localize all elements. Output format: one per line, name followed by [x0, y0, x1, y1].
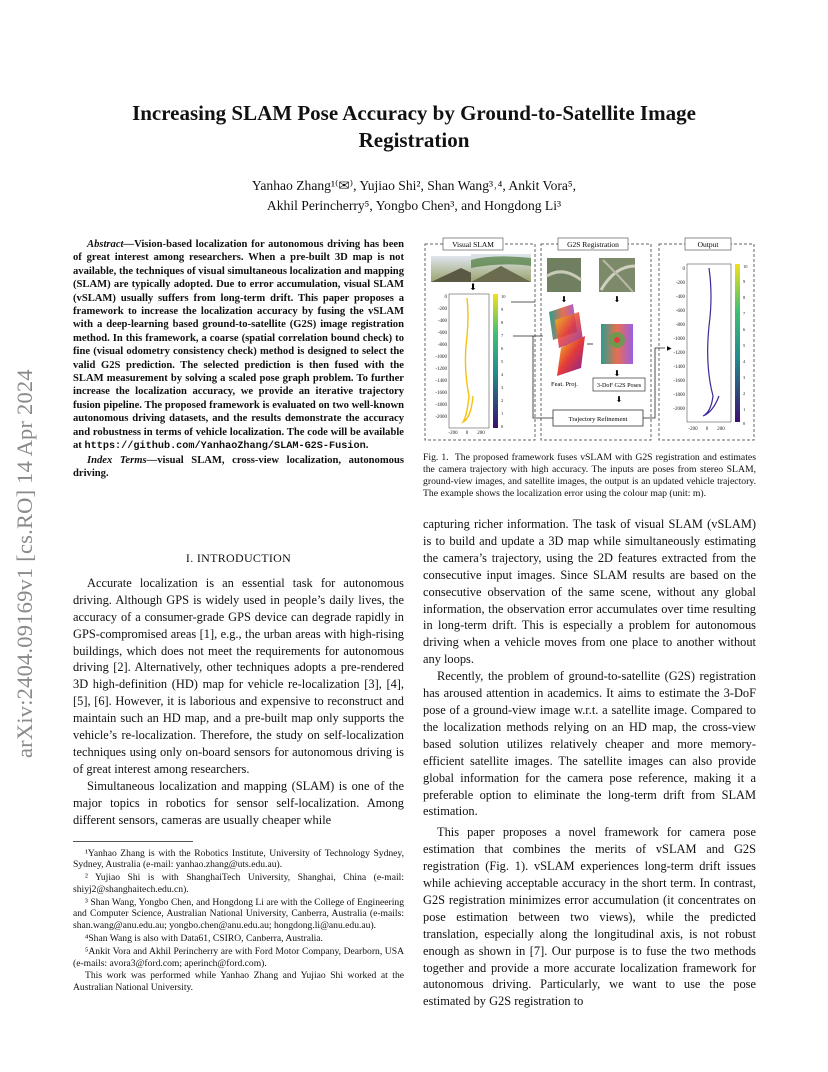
paper-title: Increasing SLAM Pose Accuracy by Ground-to-Satellite Image Registration — [132, 101, 696, 152]
cb-tick: 9 — [743, 279, 746, 284]
y-tick: -1200 — [435, 367, 447, 372]
cb-tick: 3 — [501, 385, 504, 390]
cb-tick: 9 — [501, 307, 504, 312]
y-tick: -600 — [437, 331, 447, 336]
footnote: ³ Shan Wang, Yongbo Chen, and Hongdong Li are with the College of Engineering and Computer Science, Australian National University, Canberra, Australia (e-mails: shan.wang@anu.edu.au; yongbo.chen@anu.edu.au; hongdong.li@anu.edu.au). — [73, 896, 404, 932]
y-tick: -800 — [675, 323, 685, 328]
y-tick: -1800 — [435, 403, 447, 408]
author-line-2: Akhil Perincherry⁵, Yongbo Chen³, and Hongdong Li³ — [266, 198, 562, 213]
caption-text: The proposed framework fuses vSLAM with G2S registration and estimates the camera trajectory with high accuracy. The inputs are poses from stereo SLAM, ground-view images, and satellite images, the output is an updated vehicle trajectory. The example shows the localization error using the colour map (unit: m). — [423, 452, 756, 499]
footnote: ⁴Shan Wang is also with Data61, CSIRO, Canberra, Australia. — [85, 933, 323, 945]
footnote-rule — [73, 841, 193, 842]
y-tick: -800 — [437, 343, 447, 348]
y-tick: -600 — [675, 309, 685, 314]
cb-tick: 6 — [743, 327, 746, 332]
y-tick: -200 — [437, 307, 447, 312]
trajectory-refinement-label: Trajectory Refinement — [568, 416, 628, 423]
svg-text:⬇: ⬇ — [613, 369, 621, 378]
arrow-icon: ⬇ — [469, 282, 477, 292]
output-trajectory — [703, 268, 719, 416]
y-tick: -200 — [675, 281, 685, 286]
caption-label: Fig. 1. — [423, 452, 449, 463]
vslam-plot-frame — [449, 294, 489, 428]
framework-diagram — [423, 236, 756, 446]
footnote: ¹Yanhao Zhang is with the Robotics Institute, University of Technology Sydney, Sydney, Australia (e-mail: yanhao.zhang@uts.edu.au). — [73, 847, 404, 871]
y-tick: 0 — [444, 295, 447, 300]
y-tick: -1400 — [435, 379, 447, 384]
introduction-block — [73, 540, 404, 995]
abstract-period: . — [365, 440, 369, 452]
index-terms: visual SLAM, cross-view localization, autonomous driving. — [73, 454, 404, 479]
output-panel-title: Output — [697, 240, 719, 249]
cb-tick: 7 — [501, 333, 504, 338]
colorbar-left — [493, 294, 498, 428]
cb-tick: 4 — [501, 372, 504, 377]
cb-tick: 1 — [743, 407, 746, 412]
author-line-1: Yanhao Zhang¹⁽✉⁾, Yujiao Shi², Shan Wang³˒⁴, Ankit Vora⁵, — [251, 178, 577, 193]
y-tick: -1400 — [673, 365, 685, 370]
author-list — [80, 176, 748, 216]
intro-paragraph-2: Simultaneous localization and mapping (SLAM) is one of the major topics in robotics for sensor self-localization. Among different sensors, cameras are usually cheaper while — [73, 778, 404, 827]
cb-tick: 0 — [743, 421, 746, 426]
vslam-panel-title: Visual SLAM — [452, 240, 494, 249]
cb-tick: 8 — [743, 295, 746, 300]
colorbar-right — [735, 264, 740, 422]
cb-tick: 7 — [743, 311, 746, 316]
svg-text:⬇: ⬇ — [560, 295, 568, 304]
section-heading: I. INTRODUCTION — [185, 551, 292, 565]
cb-tick: 2 — [501, 398, 504, 403]
y-tick: -1200 — [673, 351, 685, 356]
svg-text:⬇: ⬇ — [615, 395, 623, 404]
x-tick: 200 — [477, 431, 485, 436]
right-column — [423, 452, 756, 1010]
figure-1 — [423, 236, 756, 446]
cb-tick: 3 — [743, 375, 746, 380]
g2s-panel-title: G2S Registration — [567, 240, 619, 249]
cb-tick: 2 — [743, 391, 746, 396]
y-tick: -1000 — [435, 355, 447, 360]
x-tick: 0 — [705, 427, 709, 432]
abstract-label: Abstract— — [87, 239, 135, 250]
footnote: ² Yujiao Shi is with ShanghaiTech University, Shanghai, China (e-mail: shiyj2@shanghaitech.edu.cn). — [73, 872, 404, 895]
vslam-trajectory — [463, 298, 473, 422]
cb-tick: 4 — [743, 359, 746, 364]
index-terms-label: Index Terms— — [87, 454, 158, 466]
y-tick: 0 — [682, 267, 685, 272]
intro-paragraph-1: Accurate localization is an essential task for autonomous driving. Although GPS is widely used in people’s daily lives, the accuracy of a consumer-grade GPS device can degrade rapidly in GPS-compromised areas [1], e.g., the urban areas with high-rising buildings, which does not meet the requirements for autonomous driving [2]. Alternatively, other techniques adopts a pre-rendered 3D high-definition (HD) map for vehicle re-localization [3], [4], [5], [6]. However, it is laborious and expensive to reconstruct and maintain such an HD map, and a pre-built map only supports the vehicle’s re-localization. Therefore, the study on self-localization techniques using only on-board sensors for autonomous driving is of great interest among researchers. — [73, 575, 404, 776]
abstract-text: Vision-based localization for autonomous driving has been of great interest among researchers. When a pre-built 3D map is not available, the techniques of visual simultaneous localization and mapping (SLAM) are typically adopted. Due to error accumulation, visual SLAM (vSLAM) usually suffers from long-term drift. This paper proposes a framework to increase the localization accuracy by fusing the vSLAM with a deep-learning based ground-to-satellite (G2S) image registration method. In this framework, a coarse (spatial correlation bound check) to fine (visual odometry consistency check) method is designed to select the valid G2S prediction. The selected prediction is then fused with the SLAM measurement by solving a scaled pose graph problem. To further increase the localization accuracy, we provide an iterative trajectory fusion pipeline. The proposed framework is evaluated on two well-known autonomous driving datasets, and the results demonstrate the accuracy and robustness in terms of vehicle localization. The code will be available at — [73, 239, 404, 452]
dof-poses-label: 3-DoF G2S Poses — [596, 382, 642, 389]
cb-tick: 5 — [743, 343, 746, 348]
body-paragraph: This paper proposes a novel framework for camera pose estimation that combines the merits of vSLAM and G2S registration (Fig. 1). vSLAM experiences long-term drift issues while achieving acceptable accuracy in the short term. In contrast, G2S registration minimizes error accumulation (it concentrates on pose estimation between two views), while the predicted translation, especially along the longitudinal axis, is not robust enough as shown in [7]. Our purpose is to fuse the two methods together and provide a more accurate localization framework for autonomous driving. Particularly, we want to use the pose estimated by G2S registration to — [423, 825, 756, 1009]
y-tick: -1000 — [673, 337, 685, 342]
footnote: This work was performed while Yanhao Zhang and Yujiao Shi worked at the Australian National University. — [73, 970, 404, 994]
y-tick: -1600 — [435, 391, 447, 396]
cb-tick: 6 — [501, 346, 504, 351]
x-tick: -200 — [448, 431, 458, 436]
y-tick: -2000 — [673, 407, 685, 412]
y-tick: -400 — [437, 319, 447, 324]
footnote: ⁵Ankit Vora and Akhil Perincherry are with Ford Motor Company, Dearborn, USA (e-mails: avora3@ford.com; aperinch@ford.com). — [73, 945, 404, 969]
y-tick: -2000 — [435, 415, 447, 420]
abstract-block — [73, 238, 404, 480]
y-tick: -1600 — [673, 379, 685, 384]
figure-caption — [423, 452, 756, 500]
cb-tick: 1 — [501, 411, 504, 416]
cb-tick: 10 — [743, 264, 748, 269]
x-tick: 200 — [717, 427, 725, 432]
feature-projection-label: Feat. Proj. — [551, 381, 578, 388]
svg-text:⬇: ⬇ — [613, 295, 621, 304]
footnotes — [73, 848, 404, 995]
output-plot-frame — [687, 264, 731, 422]
cb-tick: 0 — [501, 424, 504, 429]
cb-tick: 8 — [501, 320, 504, 325]
y-tick: -400 — [675, 295, 685, 300]
arxiv-identifier: arXiv:2404.09169v1 [cs.RO] 14 Apr 2024 — [12, 369, 37, 758]
x-tick: -200 — [688, 427, 698, 432]
cb-tick: 5 — [501, 359, 504, 364]
code-link[interactable]: https://github.com/YanhaoZhang/SLAM-G2S-Fusion — [84, 441, 366, 453]
body-paragraph: Recently, the problem of ground-to-satellite (G2S) registration has aroused attention in academics. It aims to estimate the 3-DoF pose of a ground-view image w.r.t. a satellite image. Compared to the localization methods relying on an HD map, the cross-view based solution utilizes relatively cheaper and more memory-efficient satellite images. The satellite images can also provide global information for the camera pose reference, making it a preferable option to eliminate the long-term drift from SLAM estimation. — [423, 669, 756, 819]
x-tick: 0 — [465, 431, 469, 436]
body-paragraph: capturing richer information. The task of visual SLAM (vSLAM) is to build and update a 3D map while simultaneously estimating the camera’s trajectory, using the 2D features extracted from the consecutive input images. Since SLAM results are based on the consecutive observation of the same scene, without any global information, the observation error accumulates over time resulting in long-term drift. This is especially a problem for autonomous driving when a vehicle moves from one place to another without any loops. — [423, 517, 756, 667]
cb-tick: 10 — [501, 294, 506, 299]
arrow-icon: ▶ — [667, 346, 672, 352]
y-tick: -1800 — [673, 393, 685, 398]
